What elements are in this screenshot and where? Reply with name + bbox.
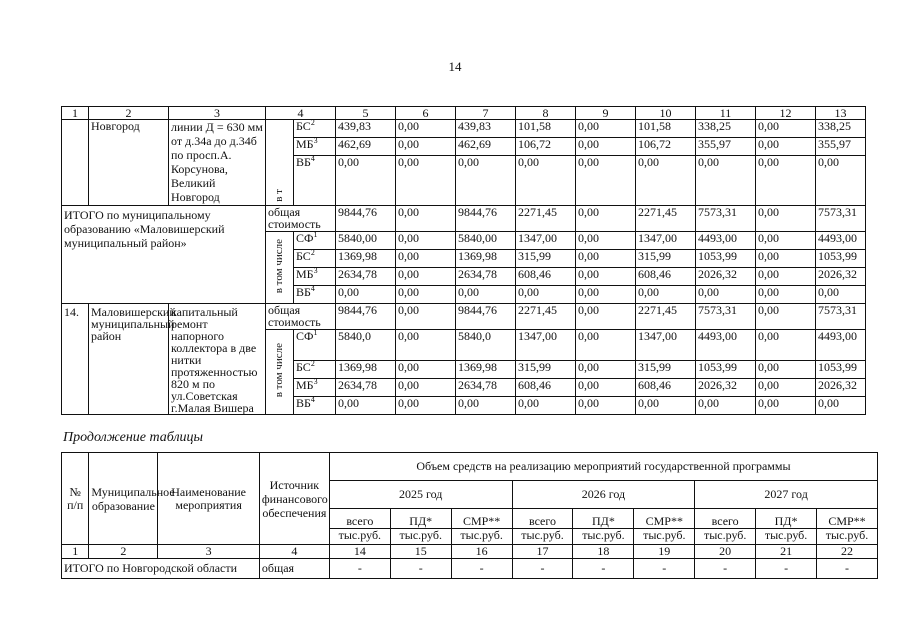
value-cell: 101,58 [636,120,696,138]
value-cell: 608,46 [516,268,576,286]
column-number: 3 [158,545,259,559]
source-cell [294,250,336,268]
value-cell: 4493,00 [816,232,866,250]
value-cell: 0,00 [576,138,636,156]
value-cell: 7573,31 [696,304,756,330]
source-cell [294,156,336,206]
value-cell: 608,46 [516,379,576,397]
value-cell: 0,00 [396,330,456,361]
source-cell [294,120,336,138]
value-cell: 2271,45 [516,206,576,232]
table-continuation-caption: Продолжение таблицы [63,430,204,445]
source-footnote-mark: 4 [310,154,315,163]
column-number: 2 [89,545,158,559]
source-footnote-mark: 2 [310,118,315,127]
column-number: 10 [636,107,696,120]
value-cell: 2271,45 [516,304,576,330]
in-that-number-label: в том числе [273,238,285,294]
header-event-name: Наименование мероприятия [158,453,259,545]
header-unit: тыс.руб. [817,529,878,545]
value-cell: 0,00 [396,138,456,156]
value-cell: 0,00 [576,268,636,286]
source-cell [294,379,336,397]
value-cell: 0,00 [396,120,456,138]
value-cell: 1053,99 [816,361,866,379]
value-cell: 0,00 [576,286,636,304]
column-number: 3 [169,107,266,120]
source-label: ВБ [296,155,311,169]
value-cell: 0,00 [576,206,636,232]
header-subcolumn: всего [329,509,390,529]
header-row-number: № п/п [62,453,89,545]
header-unit: тыс.руб. [573,529,634,545]
source-label: МБ [296,267,314,281]
value-cell: 0,00 [576,361,636,379]
header-unit: тыс.руб. [695,529,756,545]
value-cell: 315,99 [516,250,576,268]
value-cell: - [634,559,695,579]
value-cell: 0,00 [756,232,816,250]
value-cell: 0,00 [516,286,576,304]
value-cell: 355,97 [816,138,866,156]
value-cell: - [573,559,634,579]
value-cell: 4493,00 [696,330,756,361]
municipality-cell: Новгород [89,120,169,206]
header-subcolumn: ПД* [390,509,451,529]
value-cell: 5840,0 [336,330,396,361]
value-cell: 0,00 [456,286,516,304]
value-cell: 9844,76 [336,206,396,232]
value-cell: 462,69 [336,138,396,156]
header-year: 2026 год [512,481,695,509]
value-cell: 4493,00 [696,232,756,250]
value-cell: 0,00 [756,397,816,415]
column-number: 6 [396,107,456,120]
value-cell: 0,00 [336,397,396,415]
value-cell: 0,00 [756,138,816,156]
in-that-number-label: в т [273,189,285,202]
value-cell: 0,00 [336,156,396,206]
header-unit: тыс.руб. [390,529,451,545]
value-cell: 2026,32 [816,379,866,397]
header-municipality: Муниципальное образование [89,453,158,545]
value-cell: 0,00 [456,397,516,415]
value-cell: 1347,00 [636,232,696,250]
source-cell [294,361,336,379]
value-cell: 608,46 [636,379,696,397]
column-number: 19 [634,545,695,559]
column-number: 22 [817,545,878,559]
in-that-number-cell [266,232,294,304]
value-cell: 0,00 [576,156,636,206]
column-number: 16 [451,545,512,559]
value-cell: 0,00 [696,156,756,206]
value-cell: 0,00 [396,250,456,268]
value-cell: 0,00 [756,379,816,397]
value-cell: 1369,98 [456,361,516,379]
event-name-cell: капитальный ремонт напорного коллектора в две нитки протяженностью 820 м по ул.Советская г.Малая Вишера [169,304,266,415]
column-number: 2 [89,107,169,120]
event-name-cell: линии Д = 630 мм от д.34а до д.34б по просп.А. Корсунова, Великий Новгород [169,120,266,206]
source-footnote-mark: 3 [313,136,318,145]
value-cell: 7573,31 [696,206,756,232]
value-cell: 9844,76 [336,304,396,330]
value-cell: 0,00 [336,286,396,304]
header-unit: тыс.руб. [512,529,573,545]
header-unit: тыс.руб. [756,529,817,545]
value-cell: 5840,0 [456,330,516,361]
column-number: 17 [512,545,573,559]
value-cell: - [451,559,512,579]
header-unit: тыс.руб. [634,529,695,545]
column-number: 14 [329,545,390,559]
value-cell: 7573,31 [816,206,866,232]
value-cell: 0,00 [576,120,636,138]
page-number: 14 [448,59,462,74]
itogo-region-label: ИТОГО по Новгородской области [62,559,260,579]
value-cell: 9844,76 [456,206,516,232]
value-cell: 315,99 [636,250,696,268]
total-source-label: общая [259,559,329,579]
value-cell: 0,00 [816,156,866,206]
value-cell: 1347,00 [516,232,576,250]
value-cell: 1347,00 [516,330,576,361]
value-cell: 2026,32 [696,268,756,286]
value-cell: 0,00 [396,379,456,397]
value-cell: 0,00 [636,156,696,206]
source-cell [294,397,336,415]
value-cell: 0,00 [456,156,516,206]
value-cell: 1053,99 [696,361,756,379]
source-label: БС [296,360,311,374]
value-cell: 0,00 [636,397,696,415]
source-footnote-mark: 3 [313,377,318,386]
source-cell [294,268,336,286]
value-cell: 0,00 [756,206,816,232]
value-cell: 0,00 [396,232,456,250]
source-label: ВБ [296,285,311,299]
value-cell: 462,69 [456,138,516,156]
column-number: 15 [390,545,451,559]
value-cell: 0,00 [396,156,456,206]
value-cell: - [756,559,817,579]
value-cell: 1369,98 [336,361,396,379]
value-cell: 338,25 [696,120,756,138]
value-cell: 0,00 [576,330,636,361]
value-cell: 0,00 [516,156,576,206]
source-label: МБ [296,378,314,392]
header-unit: тыс.руб. [451,529,512,545]
header-subcolumn: ПД* [573,509,634,529]
column-number: 21 [756,545,817,559]
value-cell: 338,25 [816,120,866,138]
column-number: 4 [266,107,336,120]
value-cell: 0,00 [396,304,456,330]
value-cell: 355,97 [696,138,756,156]
header-subcolumn: ПД* [756,509,817,529]
value-cell: 4493,00 [816,330,866,361]
value-cell: 5840,00 [456,232,516,250]
source-footnote-mark: 2 [310,359,315,368]
source-footnote-mark: 2 [310,248,315,257]
value-cell: 0,00 [576,232,636,250]
value-cell: 2634,78 [456,379,516,397]
source-footnote-mark: 1 [313,328,318,337]
value-cell: 0,00 [576,250,636,268]
value-cell: 1369,98 [336,250,396,268]
value-cell: 2271,45 [636,206,696,232]
value-cell: 106,72 [516,138,576,156]
value-cell: 0,00 [576,397,636,415]
value-cell: 0,00 [396,206,456,232]
value-cell: 0,00 [756,330,816,361]
value-cell: 1369,98 [456,250,516,268]
value-cell: 2634,78 [456,268,516,286]
value-cell: - [512,559,573,579]
column-number: 1 [62,107,89,120]
source-cell [294,232,336,250]
value-cell: 0,00 [756,304,816,330]
source-label: ВБ [296,396,311,410]
value-cell: 0,00 [756,361,816,379]
municipality-cell: Маловишерский муниципальный район [89,304,169,415]
value-cell: 0,00 [576,379,636,397]
value-cell: - [695,559,756,579]
column-number: 11 [696,107,756,120]
header-subcolumn: СМР** [817,509,878,529]
header-funding-source: Источник финансового обеспечения [259,453,329,545]
header-volume: Объем средств на реализацию мероприятий государственной программы [329,453,877,481]
column-number: 8 [516,107,576,120]
header-subcolumn: всего [695,509,756,529]
value-cell: 2026,32 [696,379,756,397]
value-cell: 106,72 [636,138,696,156]
source-footnote-mark: 4 [310,284,315,293]
source-label: СФ [296,329,314,343]
source-label: БС [296,119,311,133]
header-subcolumn: СМР** [634,509,695,529]
value-cell: 0,00 [576,304,636,330]
row-number-cell [62,120,89,206]
value-cell: 5840,00 [336,232,396,250]
column-number: 1 [62,545,89,559]
in-that-number-cell [266,330,294,415]
header-subcolumn: СМР** [451,509,512,529]
header-unit: тыс.руб. [329,529,390,545]
source-cell [294,330,336,361]
value-cell: 0,00 [396,286,456,304]
value-cell: 2026,32 [816,268,866,286]
value-cell: 0,00 [756,156,816,206]
column-number: 9 [576,107,636,120]
main-table [61,106,866,415]
value-cell: 2634,78 [336,268,396,286]
value-cell: 2271,45 [636,304,696,330]
column-number: 7 [456,107,516,120]
in-that-number-label: в том числе [273,343,285,398]
column-number: 5 [336,107,396,120]
source-cell [294,286,336,304]
value-cell: 0,00 [756,250,816,268]
source-label: МБ [296,137,314,151]
value-cell: 608,46 [636,268,696,286]
row-number: 14. [62,304,89,415]
value-cell: 0,00 [396,397,456,415]
value-cell: 0,00 [756,286,816,304]
itogo-municipality-label: ИТОГО по муниципальному образованию «Маловишерский муниципальный район» [62,206,266,304]
column-number: 20 [695,545,756,559]
value-cell: 0,00 [696,397,756,415]
value-cell: 1053,99 [816,250,866,268]
value-cell: 439,83 [456,120,516,138]
value-cell: - [390,559,451,579]
source-cell [294,138,336,156]
source-footnote-mark: 4 [310,395,315,404]
value-cell: 0,00 [636,286,696,304]
value-cell: 315,99 [516,361,576,379]
value-cell: 9844,76 [456,304,516,330]
value-cell: 315,99 [636,361,696,379]
source-footnote-mark: 3 [313,266,318,275]
value-cell: 439,83 [336,120,396,138]
value-cell: 0,00 [516,397,576,415]
column-number: 13 [816,107,866,120]
value-cell: 0,00 [396,268,456,286]
column-number: 18 [573,545,634,559]
value-cell: 1347,00 [636,330,696,361]
value-cell: - [329,559,390,579]
value-cell: 0,00 [756,120,816,138]
header-year: 2025 год [329,481,512,509]
source-label: БС [296,249,311,263]
value-cell: 0,00 [756,268,816,286]
value-cell: 2634,78 [336,379,396,397]
source-label: СФ [296,231,314,245]
column-number: 4 [259,545,329,559]
header-subcolumn: всего [512,509,573,529]
total-cost-label: общая стоимость [266,304,336,330]
value-cell: 0,00 [816,286,866,304]
header-year: 2027 год [695,481,878,509]
in-that-number-cell [266,120,294,206]
value-cell: 7573,31 [816,304,866,330]
value-cell: 101,58 [516,120,576,138]
total-cost-label: общая стоимость [266,206,336,232]
column-number: 12 [756,107,816,120]
value-cell: 0,00 [696,286,756,304]
value-cell: - [817,559,878,579]
continuation-table [61,452,878,579]
source-footnote-mark: 1 [313,230,318,239]
value-cell: 0,00 [396,361,456,379]
value-cell: 0,00 [816,397,866,415]
value-cell: 1053,99 [696,250,756,268]
